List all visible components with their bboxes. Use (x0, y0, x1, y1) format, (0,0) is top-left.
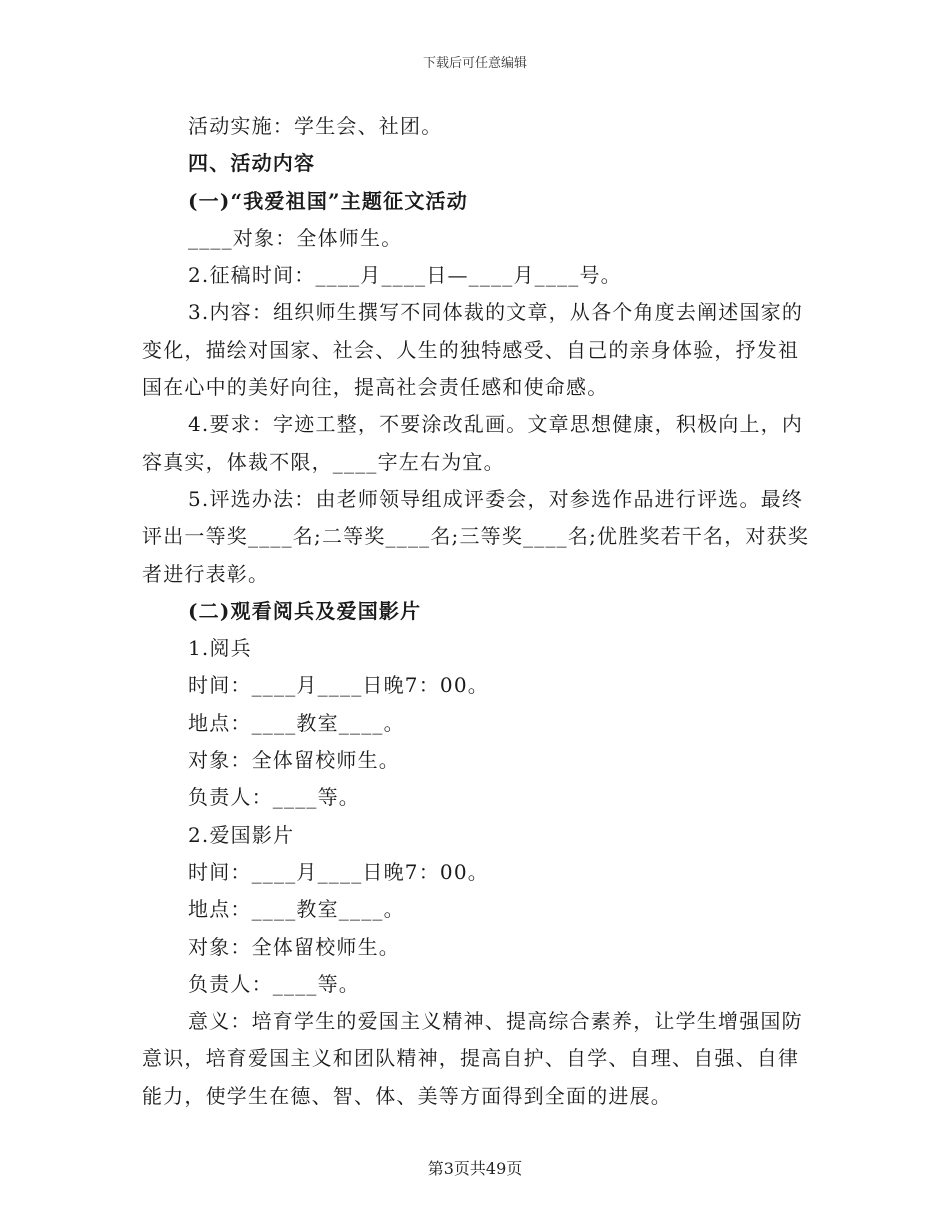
item-parade: 1.阅兵 (188, 636, 252, 661)
item-requirements: 4.要求：字迹工整，不要涂改乱画。文章思想健康，积极向上，内容真实，体裁不限，____字左右为宜。 (142, 412, 804, 474)
document-body (142, 108, 810, 1115)
film-target: 对象：全体留校师生。 (188, 934, 400, 959)
paragraph-significance: 意义：培育学生的爱国主义精神、提高综合素养，让学生增强国防意识，培育爱国主义和团队精神，提高自护、自学、自理、自强、自律能力，使学生在德、智、体、美等方面得到全面的进展。 (142, 1009, 803, 1108)
film-responsible: 负责人：____等。 (188, 971, 360, 996)
subheading-parade-films: (二)观看阅兵及爱国影片 (188, 598, 422, 623)
parade-location: 地点：____教室____。 (188, 710, 405, 735)
film-location: 地点：____教室____。 (188, 897, 405, 922)
item-selection-method: 5.评选办法：由老师领导组成评委会，对参选作品进行评选。最终评出一等奖____名;二等奖____名;三等奖____名;优胜奖若干名，对获奖者进行表彰。 (142, 486, 810, 586)
subheading-essay-contest: (一)“我爱祖国”主题征文活动 (188, 188, 468, 213)
page-footer: 第3页共49页 (427, 1159, 523, 1178)
paragraph-implementation: 活动实施：学生会、社团。 (188, 114, 443, 138)
item-content: 3.内容：组织师生撰写不同体裁的文章，从各个角度去阐述国家的变化，描绘对国家、社会、人生的独特感受、自己的亲身体验，抒发祖国在心中的美好向往，提高社会责任感和使命感。 (142, 300, 804, 400)
parade-target: 对象：全体留校师生。 (188, 748, 400, 773)
item-target: ____对象：全体师生。 (188, 225, 403, 250)
parade-time: 时间：____月____日晚7：00。 (188, 673, 489, 698)
parade-responsible: 负责人：____等。 (188, 785, 360, 810)
item-submission-time: 2.征稿时间：____月____日—____月____号。 (188, 263, 622, 288)
page-header: 下载后可任意编辑 (422, 56, 527, 71)
film-time: 时间：____月____日晚7：00。 (188, 859, 489, 884)
item-patriotic-film: 2.爱国影片 (188, 822, 295, 847)
section-heading-activity-content: 四、活动内容 (188, 151, 316, 176)
